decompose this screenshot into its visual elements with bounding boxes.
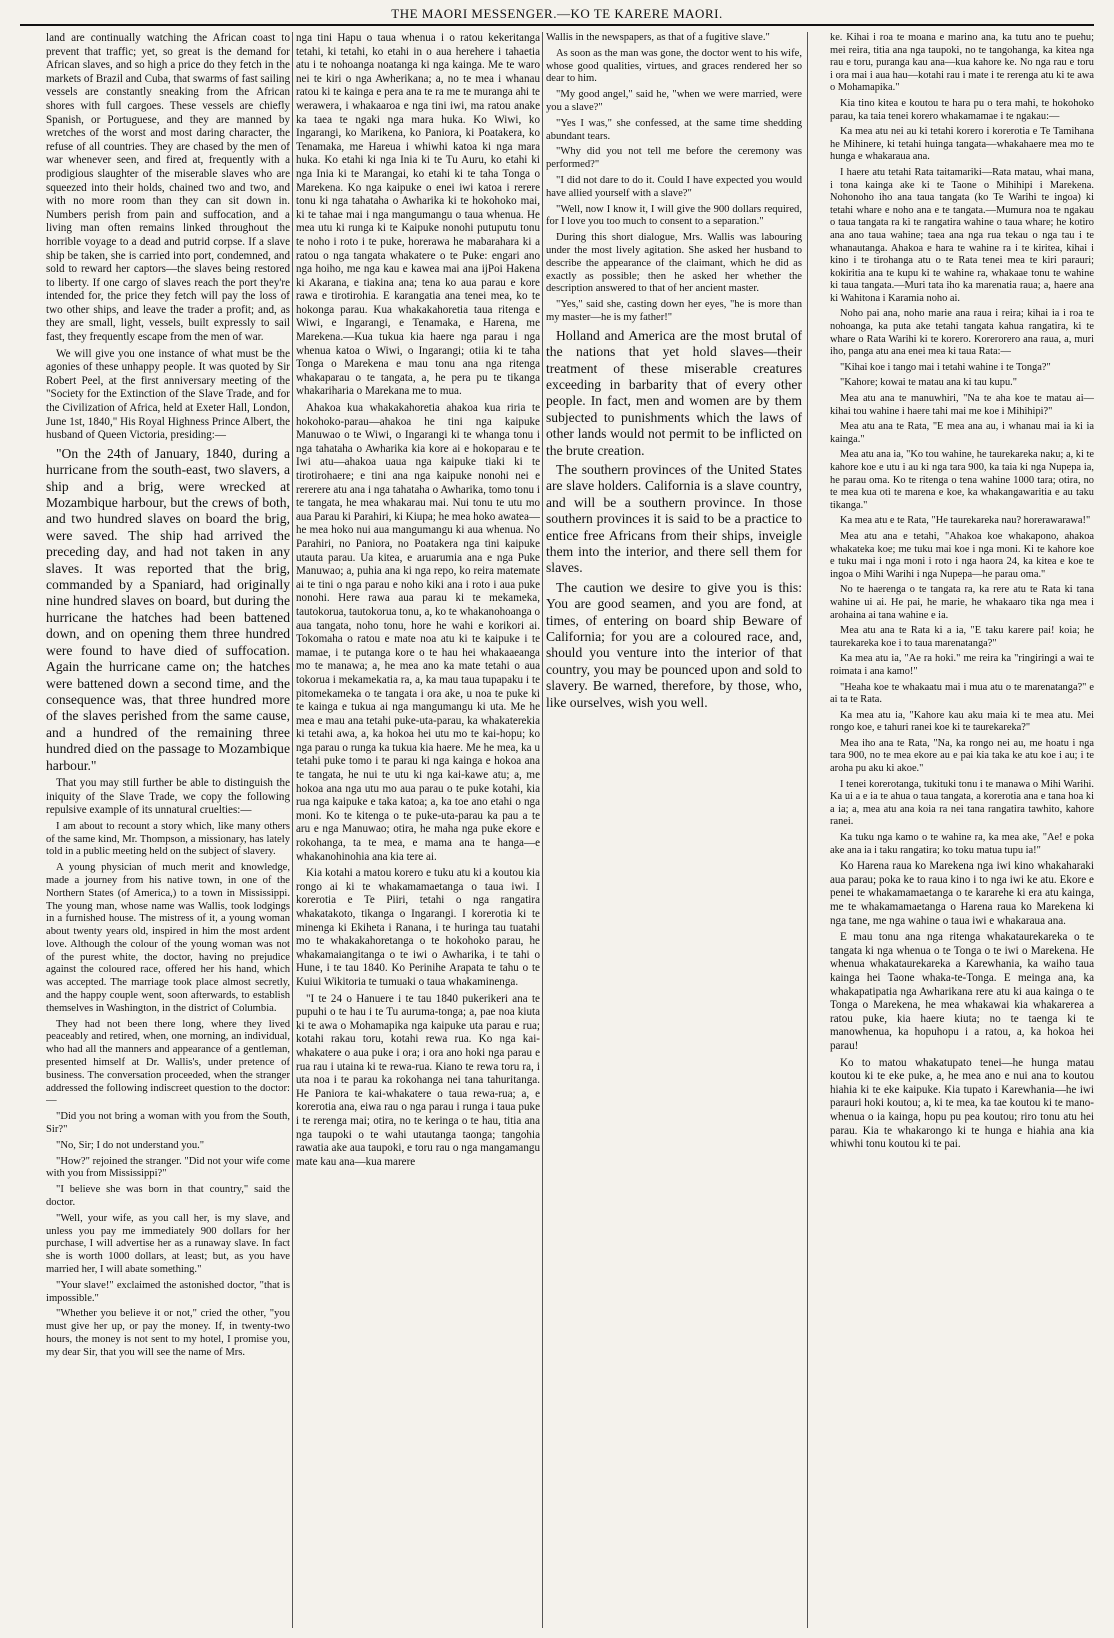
paragraph: Mea atu ana te Rata ki a ia, "E taku karere pai! koia; he taurekareka koe i to taua marenatanga?" — [830, 625, 1094, 649]
paragraph: The caution we desire to give you is this: You are good seamen, and you are fond, at times, of entering on board ship Beware of California; for you are a coloured race, and, should you venture into the interior of that country, you may be pounced upon and sold to slavery. Be warned, therefore, by those, who, like ourselves, wish you well. — [546, 579, 802, 710]
paragraph: We will give you one instance of what must be the agonies of these unhappy people. It was quoted by Sir Robert Peel, at the first anniversary meeting of the "Society for the Extinction of the Slave Trade, and for the Civilization of Africa, held at Exeter Hall, London, June 1st, 1840," His Royal Highness Prince Albert, the husband of Queen Victoria, presiding:— — [46, 347, 290, 442]
paragraph: A young physician of much merit and knowledge, made a journey from his native town, in one of the Northern States (of America,) to a town in Mississippi. The young man, whose name was Wallis, took lodgings in a furnished house. The mistress of it, a young woman about twenty years old, inspired in him the most ardent love. Although the colour of the young woman was not of the purest white, the doctor, having no prejudice against the coloured race, offered her his hand, which was accepted. The marriage took place almost secretly, and the happy couple went, soon afterwards, to establish themselves in Washington, in the district of Columbia. — [46, 862, 290, 1014]
paragraph: land are continually watching the African coast to prevent that traffic; yet, so great is the demand for African slaves, and so high a price do they fetch in the markets of Brazil and Cuba, that swarms of fast sailing vessels are constantly sneaking from the African shores with full cargoes. These vessels are chiefly Spanish, or Portuguese, and they are manned by wretches of the worst and most daring character, the refuse of all countries. They are chased by the men of war whenever seen, and fired at, frequently with a prodigious slaughter of the miserable slaves who are squeezed into their holds, chained two and two, and with no more room than they can sit down in. Numbers perish from pain and suffocation, and a living man often remains linked throughout the horrible voyage to a dead and putrid corpse. If a slave ship be taken, she is carried into port, condemned, and sold to reward her captors—the slaves being restored to liberty. If one cargo of slaves reach the port they're intended for, the price they fetch will pay the loss of two other ships, and leave the trader a profit; and, as they are small, light, vessels, built expressly to sail fast, they frequently escape from the men of war. — [46, 32, 290, 344]
header-rule — [20, 24, 1094, 26]
paragraph: "Kihai koe i tango mai i tetahi wahine i te Tonga?" — [840, 361, 1051, 373]
column-english-2 — [546, 32, 802, 1632]
paragraph: E mau tonu ana nga ritenga whakataurekareka o te tangata ki nga whenua o te Tonga o te iwi o Marekena. He whenua whakataurekareka a Karewhania, ka waiho taua kainga hei Taone whaka-te-Tonga. E meinga ana, ka whakapatipatia nga Awharikana rere atu ki aua kainga o te Tonga o Marekena, he mea whakawai kia whakarerea a ratou puke, kia haere kiuta; no te taenga ki te manowhenua, ka hopuhopu i a ratou, a, ka hokoa hei parau! — [830, 931, 1094, 1052]
paragraph: Mea atu ana ia, "Ko tou wahine, he taurekareka naku; a, ki te kahore koe e utu i au ki nga tara 900, ka taia ki nga Nupepa ia, he parau oma. Ko te ritenga o tena wahine 1000 tara; otira, no te mea kua oti te marena e koe, ka whakangawaritia e au taku tikanga." — [830, 449, 1094, 511]
paragraph: Ka mea atu nei au ki tetahi korero i korerotia e Te Tamihana he Mihinere, ki tetahi huinga tangata—whakahaere mea mo te hunga e whakaraua ana. — [830, 126, 1094, 163]
paragraph: As soon as the man was gone, the doctor went to his wife, whose good qualities, virtues, and graces rendered her so dear to him. — [546, 47, 802, 85]
column-english-1 — [46, 32, 290, 1632]
paragraph: Mea atu ana te Rata, "E mea ana au, i whanau mai ia ki ia kainga." — [830, 421, 1094, 445]
paragraph: "Whether you believe it or not," cried the other, "you must give her up, or pay the money. If, in twenty-two hours, the money is not sent to my hotel, I promise you, my dear Sir, that you will see the name of Mrs. — [46, 1308, 290, 1358]
paragraph: "Yes I was," she confessed, at the same time shedding abundant tears. — [546, 117, 802, 142]
paragraph: Ka mea atu e te Rata, "He taurekareka nau? horerawarawa!" — [840, 515, 1091, 527]
paragraph: I haere atu tetahi Rata taitamariki—Rata matau, whai mana, i tona kainga ake ki te Taone o Mihihipi i Marekena. Nohonoho iho ana taua tangata (ko Te Warihi te ingoa) ki tetahi whare e noho ana e te tangata.—Mumura noa te ngakau o taua tangata ra ki te rangatira wahine o taua whare; he kotiro ana ano taua wahine; taea ana nga rua tekau o nga tau i te whanautanga. Ahakoa e hara te wahine ra i te kiritea, kihai i kino i te tirohanga atu o te Rata tenei mea te kiri parauri; kokiritia ana te kupu ki te wahine ra, whakaae tonu te wahine ki taua tangata.—Muri tata iho ka marenatia raua; a, haere ana ki Wahitona i Karamia noho ai. — [830, 166, 1094, 304]
paragraph: nga tini Hapu o taua whenua i o ratou kekeritanga tetahi, ki tetahi, ko etahi in o aua herehere i tahaetia atu i te nohoanga noatanga ki nga kainga. Me te waro nei te kiri o nga Awherikana; a, no te mea i whanau ratou ki te kainga e pera ana te ra me te muranga ahi te werawera, i whakaaroa e nga tini iwi, ma ratou anake ka taea te ngaki nga mara huka. Ko Wiwi, ko Ingarangi, ko Marikena, ko Paniora, ki Poatakera, ko Tenamaka, me Hareua i whiwhi katoa ki nga mara huka. Ko etahi ki nga Inia ki te Tu Auru, ko etahi ki nga Inia ki te Marangai, ko etahi ki te taha Tonga o Marekena. Ko nga kaipuke o enei iwi katoa i rerere tonu ki nga tahataha o Awharika ki te hokohoko mai, ki te tahae mai i nga mangumangu o taua whenua. He mea utu ki runga ki te Kaipuke nonohi putuputu tonu te noho i roto i te puke, horerawa he mabarahara ki a ratou o nga tangata whakatere o te Puke: engari ano nga hoiho, me nga kau e kawea mai ana ijPoi Hakena ki Akarana, e tiakina ana; tena ko aua parau e kore rawa e tirotirohia. E karangatia ana tenei mea, ko te hokonga parau. Kua whakakahoretia taua ritenga e Wiwi, e Ingarangi, e Tenamaka, e Harena, me Marekena.—Kua tukua kia haere nga parau i nga whenua katoa o Wiwi, o Ingarangi; otiia ki te taha Tonga o Marekena e mau tonu ana nga ritenga whakaparau o te tangata, a, he pera pu te tikanga whakariharia o Marekana me to mua. — [296, 32, 540, 398]
column-maori-1 — [296, 32, 540, 1632]
paragraph: Ahakoa kua whakakahoretia ahakoa kua riria te hokohoko-parau—ahakoa he tini nga kaipuke Manuwao o te Wiwi, o Ingarangi ki te whanga tonu i nga tahataha o Awharika kia kore ai e hokoparau e te Iwi atu—ahakoa uaua nga kaipuke tiaki ki te tirotirohaere; e tini ana nga kaipuke nonohi nei e rererere atu ana i nga tahataha o Awharika, tomo tonu i te tangata, he mea whakarau mai. Nui tonu te utu mo aua Parau ki Parahiri, ki Kiupa; he mea hoko awatea—he mea hoko nui aua mangumangu ki aua whenua. No Parahiri, no Paniora, no Poatakera nga tini kaipuke utauta parau. Ua kitea, e aruarumia ana e nga Puke Manuwao; a, puhia ana ki nga repo, ko reira matemate ai te tini o nga parau e noho kiki ana i roto i aua puke nonohi. Here rawa aua parau ki te mekameka, tautokorua, tautokorua tonu, a, ko te whakanohoanga o aua tangata, noho tonu, hore he wahi e korikori ai. Tokomaha o ratou e mate noa atu ki te kaipuke i te mamae, i te putanga kore o te hau hei whakaaeanga mo te manawa; a, he mea ano ka mate tetahi o aua tokorua i mekamekatia ra, a, ka mau taua tupapaku i te pitomekameka o te tangata i ora ake, u noa te puke ki te kainga e tukua ai nga mangumangu ki uta. Me he mea e mau ana tetahi puke-uta-parau, ka whakaterekia ki tetahi awa, a, ka hokoa hei utu mo te kai-hopu; ko nga parau o runga ka tukua kia haere. Me he mea, ka u tetahi puke tomo i te parau ki nga kainga e hokoa ana te tangata, he nui te utu ki nga kai-kawe atu; a, me hokoa ana nga utu mo aua parau o te puke kotahi, kia rua nga kaipuke e taka katoa; a, ka toe ano etahi o nga moni. Ko te kitenga o te puke-uta-parau ka pau a te aru e nga Manuwao; otira, he maha nga puke ekore e rokohanga, ta te mea, e mama ana te hanga—e whakanohinohia ana kia tere ai. — [296, 402, 540, 863]
paragraph: "Your slave!" exclaimed the astonished doctor, "that is impossible." — [46, 1279, 290, 1304]
paragraph: Ka mea atu ia, "Ae ra hoki." me reira ka "ringiringi a wai te roimata i ana kamo!" — [830, 653, 1094, 677]
paragraph: Mea iho ana te Rata, "Na, ka rongo nei au, me hoatu i nga tara 900, no te mea ekore au e pai kia taka ke atu koe i au; i te aroha pu aku ki akoe." — [830, 737, 1094, 775]
paragraph: No te haerenga o te tangata ra, ka rere atu te Rata ki tana wahine ui ai. He pai, he marie, he whakaaro tika nga mea i arohaina ai tana wahine e ia. — [830, 584, 1094, 621]
paragraph: "I did not dare to do it. Could I have expected you would have allied yourself with a slave?" — [546, 174, 802, 199]
paragraph: Kia tino kitea e koutou te hara pu o tera mahi, te hokohoko parau, ka taia tenei korero whakamamae i te ngakau:— — [830, 97, 1094, 122]
paragraph: Mea atu ana e tetahi, "Ahakoa koe whakapono, ahakoa whakateka koe; me tuku mai koe i nga moni. Ki te kahore koe e tuku mai i nga moni i roto i nga haora 24, ka kitea e koe te ingoa o Mihi Warihi i nga Nupepa—he parau oma." — [830, 530, 1094, 580]
paragraph: "I believe she was born in that country," said the doctor. — [46, 1184, 290, 1209]
paragraph: Wallis in the newspapers, as that of a fugitive slave." — [546, 32, 770, 43]
paragraph: Ka tuku nga kamo o te wahine ra, ka mea ake, "Ae! e poka ake ana ia i taku rangatira; ko toku matua tupu ia!" — [830, 832, 1094, 856]
quoted-paragraph: "I te 24 o Hanuere i te tau 1840 pukerikeri ana te pupuhi o te hau i te Tu auruma-tonga; a, pae noa kiuta ki te awa o Mohamapika nga kaipuke uta parau e rua; kotahi rakau toru, kotahi rewa rua. Ko nga kai-whakatere o aua puke i ora; i ora ano hoki nga parau e rua rau i utaina ki te rewa-rua. Kiano te rewa toru ra, i uta noa i te parau ka rokohanga nei tana tahuritanga. He Paniora te kai-whakatere o taua rewa-rua; a, e korerotia ana, eiwa rau o nga parau i runga i taua puke i te rerenga mai; otira, no te keringa o te hau, titia ana nga taupoki o te wahi utautanga taonga; tangohia rawatia ake aua taupoki, e toru rau o nga mangamangu mate kau ana—kua marere — [296, 992, 540, 1168]
paragraph: "My good angel," said he, "when we were married, were you a slave?" — [546, 89, 802, 113]
column-maori-2 — [830, 32, 1094, 1632]
paragraph: Kia kotahi a matou korero e tuku atu ki a koutou kia rongo ai ki te whakamamaetanga o taua iwi. I korerotia e Te Piiri, tetahi o nga rangatira whakatakoto, tikanga o Ingarangi. I korerotia ki te minenga ki Ekiheta i Ranana, i te huringa tau tuatahi mo te whakakahoretanga o te hokohoko parau, he whakamaiangitanga o te iwi o Awharika, i te tahi o Hune, i te tau 1840. Ko Perinihe Arapata te tahu o te Kuiui Wikitoria te tumuaki o taua whakaminenga. — [296, 867, 540, 988]
paragraph: Ka mea atu ia, "Kahore kau aku maia ki te mea atu. Mei rongo koe, e tahuri ranei koe ki te taurekareka?" — [830, 709, 1094, 734]
paragraph: "How?" rejoined the stranger. "Did not your wife come with you from Mississippi?" — [46, 1155, 290, 1180]
paragraph: They had not been there long, where they lived peaceably and retired, when, one morning, an individual, who had all the manners and appearance of a gentleman, presented himself at Dr. Wallis's, under pretence of business. The conversation proceeded, when the stranger addressed the following indiscreet question to the doctor:— — [46, 1018, 290, 1107]
paragraph: "Did you not bring a woman with you from the South, Sir?" — [46, 1111, 290, 1136]
paragraph: Holland and America are the most brutal of the nations that yet hold slaves—their treatment of these miserable creatures exceeding in barbarity that of every other people. In fact, men and women are by them subjected to punishments which the laws of other lands would not permit to be inflicted on the brute creation. — [546, 327, 802, 458]
paragraph: The southern provinces of the United States are slave holders. California is a slave country, and will be a southern province. In those southern provinces it is said to be a practice to entice free Africans from their ships, inveigle them into the interior, and there sell them for slaves. — [546, 461, 802, 576]
paragraph: That you may still further be able to distinguish the iniquity of the Slave Trade, we copy the following repulsive example of its unnatural cruelties:— — [46, 776, 290, 817]
paragraph: "Kahore; kowai te matau ana ki tau kupu." — [840, 377, 1017, 389]
paragraph: "Heaha koe te whakaatu mai i mua atu o te marenatanga?" e ai ta te Rata. — [830, 681, 1094, 706]
column-divider — [807, 32, 808, 1628]
paragraph: "Why did you not tell me before the ceremony was performed?" — [546, 146, 802, 171]
quoted-paragraph: "On the 24th of January, 1840, during a hurricane from the south-east, two slavers, a ship and a brig, were wrecked at Mozambique harbour, but the crews of both, and two hundred slaves on board the brig, were saved. The ship had arrived the preceding day, and had not taken in any slaves. It was reported that the brig, commanded by a Spaniard, had originally nine hundred slaves on board, but during the hurricane the hatches had been battened down, and on opening them three hundred were found to have died of suffocation. Again the hurricane came on; the hatches were battened down a second time, and the consequence was, that three hundred more of the slaves perished from the same cause, and a hundred of the remaining three hundred died on the passage to Mozambique harbour." — [46, 445, 290, 773]
paragraph: Mea atu ana te manuwhiri, "Na te aha koe te matau ai—kihai tou wahine i haere tahi mai me koe i Mihihipi?" — [830, 393, 1094, 417]
column-divider — [292, 32, 293, 1628]
paragraph: "No, Sir; I do not understand you." — [56, 1139, 205, 1151]
column-divider — [542, 32, 543, 1628]
paragraph: I tenei korerotanga, tukituki tonu i te manawa o Mihi Warihi. Ka ui a e ia te ahua o taua tangata, a korerotia ana e tana hoa ki a ia; a, mea atu ana koia ra nei tana rangatira tawhito, kahore ranei. — [830, 778, 1094, 828]
paragraph: Ko to matou whakatupato tenei—he hunga matau koutou ki te eke puke, a, he mea ano e nui ana to koutou hiahia ki te eke kaipuke. Kia tupato i Karewhania—he iwi parauri hoki koutou; a, ki te mea, ka tae koutou ki te mano-whenua o ia kainga, hopu pu pea koutou; riro tonu atu hei parau. Kia te whakarongo ki te hunga e hiahia ana kia whiwhi tonu koutou ki te pai. — [830, 1056, 1094, 1151]
paragraph: ke. Kihai i roa te moana e marino ana, ka tutu ano te puehu; mei reira, titia ana nga taupoki, no te tangohanga, ka kitea nga rau e toru, puranga kau ana—kua kahore ke. No nga rau e toru i ora mai i aua hau—kotahi rau i mate i te rerenga atu ki te awa o Mohamapika." — [830, 32, 1094, 94]
paragraph: During this short dialogue, Mrs. Wallis was labouring under the most lively agitation. She asked her husband to describe the appearance of the claimant, which he did as exactly as possible; then he asked her whether the description answered to that of her ancient master. — [546, 232, 802, 295]
paragraph: Ko Harena raua ko Marekena nga iwi kino whakaharaki aua parau; poka ke to raua kino i to nga iwi ke atu. Ekore e penei te whakamamaetanga o te kararehe ki era atu kainga, me te whakamamaetanga o Harena raua ko Marekena ki nga tane, me nga wahine o taua iwi e whakaraua ana. — [830, 860, 1094, 927]
paragraph: "Well, now I know it, I will give the 900 dollars required, for I love you too much to consent to a separation." — [546, 203, 802, 228]
paragraph: "Yes," said she, casting down her eyes, "he is more than my master—he is my father!" — [546, 299, 802, 323]
paragraph: "Well, your wife, as you call her, is my slave, and unless you pay me immediately 900 dollars for her purchase, I will advertise her as a runaway slave. In fact she is worth 1000 dollars, at least; but, as you have married her, I will abate something." — [46, 1212, 290, 1276]
page-header: THE MAORI MESSENGER.—KO TE KARERE MAORI. — [391, 6, 723, 21]
paragraph: I am about to recount a story which, like many others of the same kind, Mr. Thompson, a missionary, has lately told in a public meeting held on the subject of slavery. — [46, 820, 290, 858]
paragraph: Noho pai ana, noho marie ana raua i reira; kihai ia i roa te nohoanga, ka puta ake tetahi tangata kahua rangatira, ki te whare o Rata Warihi ki te korero. Korerorero ana raua, a, muri iho, panga atu ana enei mea ki taua Rata:— — [830, 308, 1094, 358]
